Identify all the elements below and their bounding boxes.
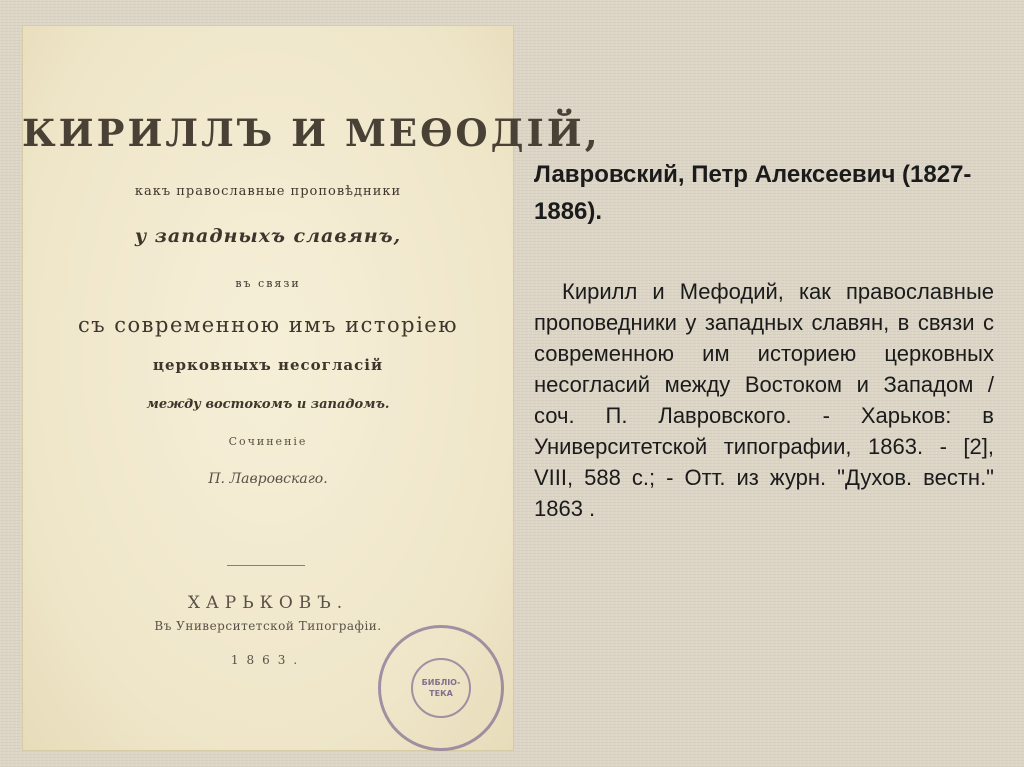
book-subtitle-line-6: между востокомъ и западомъ. (146, 397, 390, 412)
book-subtitle-line-5: церковныхъ несогласій (152, 356, 384, 374)
stamp-text-1: БИБЛІО- (421, 678, 461, 687)
bibliographic-description: Кирилл и Мефодий, как православные проповедники у западных славян, в связи с современною им историею церковных несогласий между Востоком и Западом / соч. П. Лавровского. - Харьков: в Университетской типографии, 1863. - [2], VIII, 588 с.; - Отт. из журн. "Духов. вестн." 1863 . (534, 279, 994, 521)
book-year: 1863. (230, 653, 306, 667)
book-city: ХАРЬКОВЪ. (187, 593, 349, 613)
library-stamp-center (411, 658, 471, 718)
book-title-page-image (22, 25, 601, 751)
book-subtitle-line-3: въ связи (235, 277, 301, 290)
author-heading: Лавровский, Петр Алексеевич (1827-1886). (534, 161, 972, 225)
stamp-text-2: ТЕКА (429, 689, 453, 698)
book-press: Въ Университетской Типографіи. (154, 619, 382, 633)
book-subtitle-line-2: у западныхъ славянъ, (134, 225, 402, 247)
book-author: П. Лавровскаго. (208, 471, 328, 487)
book-work-label: Сочиненіе (228, 435, 308, 448)
book-subtitle-line-1: какъ православные проповѣдники (134, 184, 402, 199)
book-title: КИРИЛЛЪ И МЕѲОДІЙ, (22, 111, 601, 155)
title-page-divider (227, 565, 305, 566)
library-stamp (378, 625, 504, 751)
book-subtitle-line-4: съ современною имъ исторіею (77, 313, 458, 337)
